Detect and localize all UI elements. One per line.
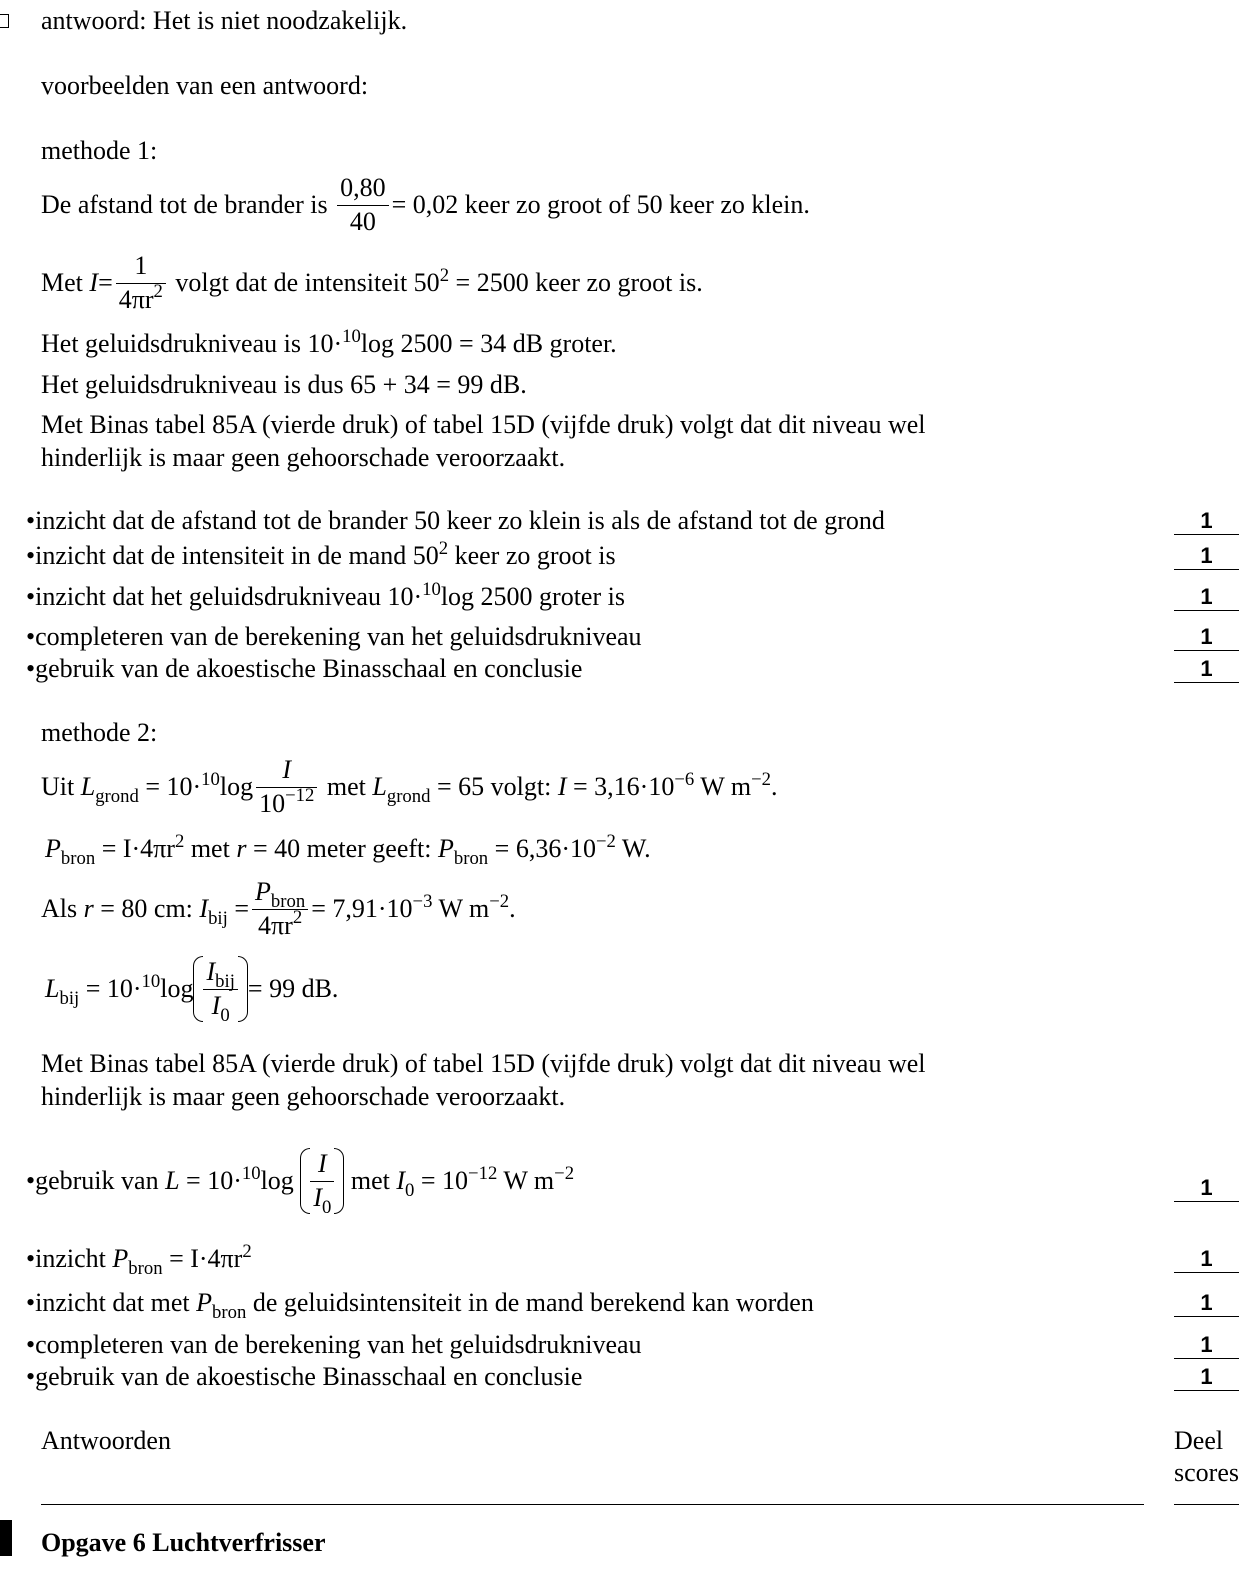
- criterion2-5: •gebruik van de akoestische Binasschaal en conclusie: [26, 1362, 583, 1391]
- method1-line5: Met Binas tabel 85A (vierde druk) of tabel 15D (vijfde druk) volgt dat dit niveau wel: [41, 410, 926, 439]
- scores-label: scores: [1174, 1458, 1239, 1487]
- checkbox-icon: [0, 14, 9, 28]
- method2-line4: $L_{bij} = 10\cdot^{10}\log$ $\frac{I_{bij}}{I_0}$ = 99 dB.: [45, 957, 339, 1026]
- method1-line2: Met I= $\frac{1}{4\pi r^2}$ volgt dat de intensiteit $50^2 = 2500$ keer zo groot is.: [41, 251, 703, 314]
- criterion1-5: •gebruik van de akoestische Binasschaal en conclusie: [26, 654, 583, 683]
- score-1-4: 1: [1174, 624, 1239, 651]
- method2-line1: Uit $L_{grond} = 10\cdot^{10}\log$ $\frac{I}{10^{-12}}$ met $L_{grond} = 65$ volgt: $I = 3,16\cdot 10^{-6}$ W $m^{-2}$.: [41, 755, 778, 818]
- criterion1-1: •inzicht dat de afstand tot de brander 50 keer zo klein is als de afstand tot de grond: [26, 506, 885, 535]
- deel-label: Deel: [1174, 1426, 1224, 1455]
- examples-label: voorbeelden van een antwoord:: [41, 71, 369, 100]
- criterion1-3: •inzicht dat het geluidsdrukniveau 10·$^{10}$log 2500 groter is: [26, 578, 625, 611]
- score-2-5: 1: [1174, 1364, 1239, 1391]
- criterion2-1: •gebruik van L = 10·$^{10}$log $\frac{I}{I_0}$ met $I_0 = 10^{-12}$ W $m^{-2}$: [26, 1149, 575, 1218]
- method2-line6: hinderlijk is maar geen gehoorschade veroorzaakt.: [41, 1082, 566, 1111]
- criterion2-2: •inzicht $P_{bron} = I\cdot 4\pi r^2$: [26, 1240, 252, 1280]
- score-2-4: 1: [1174, 1332, 1239, 1359]
- method2-label: methode 2:: [41, 718, 158, 747]
- criterion2-4: •completeren van de berekening van het geluidsdrukniveau: [26, 1330, 642, 1359]
- score-2-3: 1: [1174, 1290, 1239, 1317]
- answer-line: antwoord: Het is niet noodzakelijk.: [41, 6, 408, 35]
- criterion1-4: •completeren van de berekening van het geluidsdrukniveau: [26, 622, 642, 651]
- method2-line2: $P_{bron} = I\cdot 4\pi r^2$ met r = 40 meter geeft: $P_{bron} = 6,36\cdot 10^{-2}$ W.: [45, 830, 651, 870]
- antwoorden-label: Antwoorden: [41, 1426, 171, 1455]
- divider-left: [41, 1504, 1144, 1505]
- method1-line4: Het geluidsdrukniveau is dus 65 + 34 = 99 dB.: [41, 370, 527, 399]
- section-marker-icon: [0, 1520, 12, 1556]
- method2-line5: Met Binas tabel 85A (vierde druk) of tabel 15D (vijfde druk) volgt dat dit niveau wel: [41, 1049, 926, 1078]
- score-1-5: 1: [1174, 656, 1239, 683]
- method1-line3: Het geluidsdrukniveau is 10·$^{10}$log 2500 = 34 dB groter.: [41, 325, 617, 358]
- score-1-2: 1: [1174, 543, 1239, 570]
- criterion2-3: •inzicht dat met $P_{bron}$ de geluidsintensiteit in de mand berekend kan worden: [26, 1288, 814, 1324]
- method2-line3: Als r = 80 cm: $I_{bij}$ = $\frac{P_{bron}}{4\pi r^2}$ = $7,91\cdot 10^{-3}$ W $m^{-2}$.: [41, 877, 516, 940]
- method1-label: methode 1:: [41, 136, 158, 165]
- score-2-1: 1: [1174, 1175, 1239, 1202]
- method1-line1: De afstand tot de brander is $\frac{0,80}{40}$ = 0,02 keer zo groot of 50 keer zo klein.: [41, 173, 810, 236]
- method1-line6: hinderlijk is maar geen gehoorschade veroorzaakt.: [41, 443, 566, 472]
- score-1-3: 1: [1174, 584, 1239, 611]
- criterion1-2: •inzicht dat de intensiteit in de mand $50^2$ keer zo groot is: [26, 537, 616, 570]
- next-section-title: Opgave 6 Luchtverfrisser: [41, 1528, 326, 1557]
- score-1-1: 1: [1174, 508, 1239, 535]
- divider-right: [1174, 1504, 1239, 1505]
- score-2-2: 1: [1174, 1246, 1239, 1273]
